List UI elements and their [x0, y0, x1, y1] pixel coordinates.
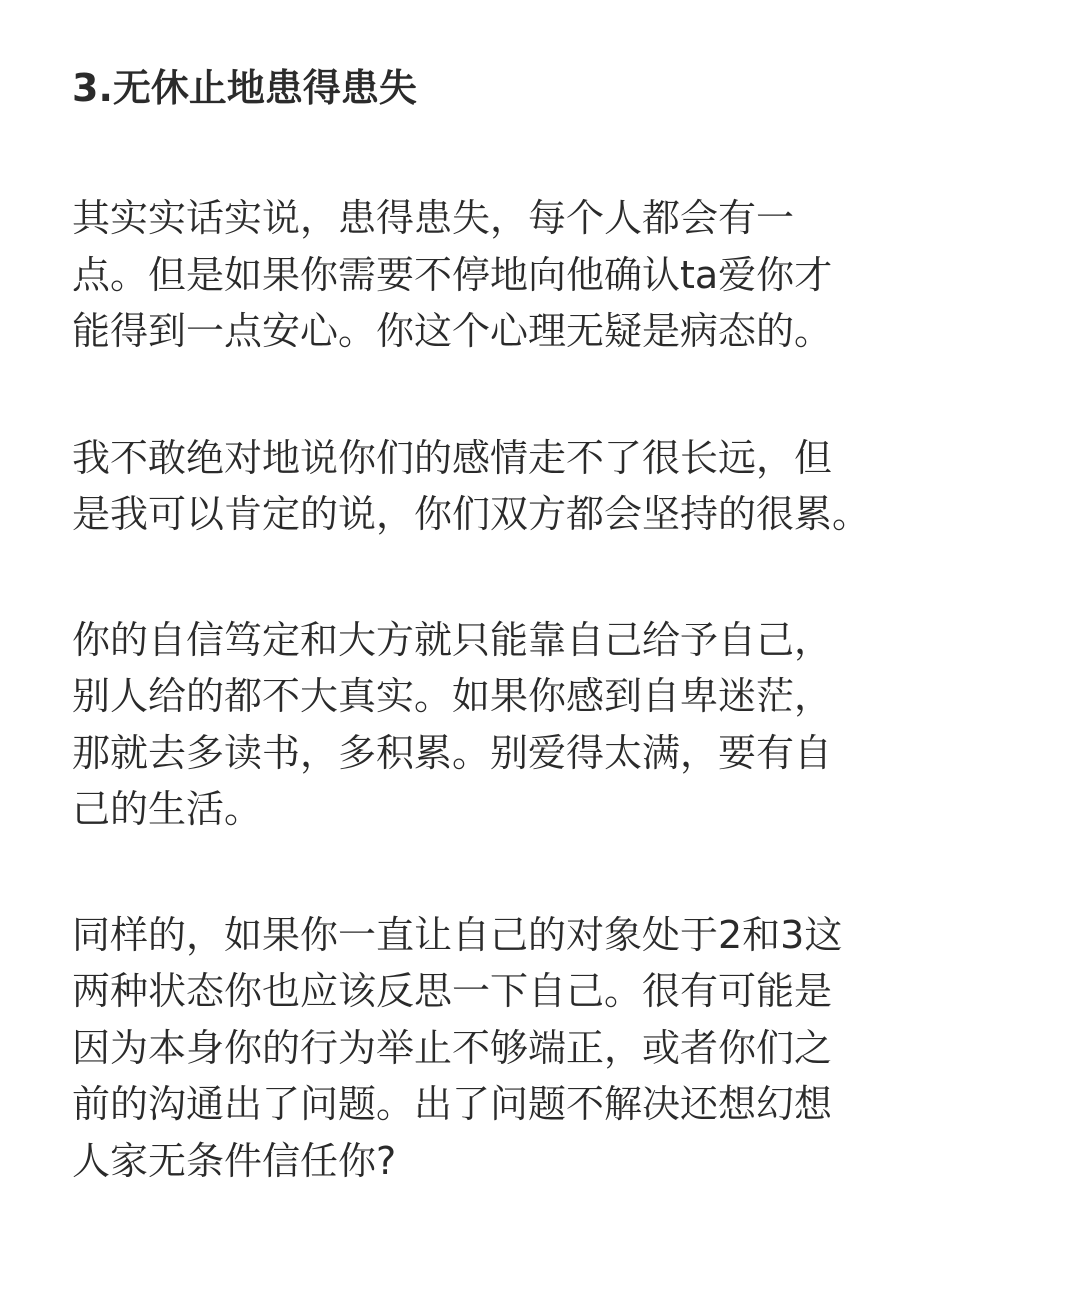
paragraph-line: 因为本身你的行为举止不够端正，或者你们之	[72, 1025, 833, 1070]
paragraph-line: 你的自信笃定和大方就只能靠自己给予自己，	[72, 617, 833, 662]
paragraph-line: 同样的，如果你一直让自己的对象处于2和3这	[72, 912, 843, 957]
paragraph-line: 点。但是如果你需要不停地向他确认ta爱你才	[72, 252, 833, 297]
paragraph-line: 己的生活。	[72, 787, 263, 831]
paragraph-line: 人家无条件信任你?	[72, 1138, 397, 1183]
paragraph-4	[72, 907, 1017, 1190]
paragraph-line: 前的沟通出了问题。出了问题不解决还想幻想	[72, 1082, 833, 1126]
paragraph-line: 两种状态你也应该反思一下自己。很有可能是	[72, 969, 833, 1013]
section-heading: 3.无休止地患得患失	[72, 66, 417, 110]
paragraph-line: 那就去多读书，多积累。别爱得太满，要有自	[72, 730, 833, 775]
paragraph-1	[72, 190, 1017, 360]
paragraph-line: 别人给的都不大真实。如果你感到自卑迷茫，	[72, 674, 833, 718]
paragraph-line: 我不敢绝对地说你们的感情走不了很长远，但	[72, 435, 833, 480]
paragraph-line: 是我可以肯定的说，你们双方都会坚持的很累。	[72, 492, 871, 536]
paragraph-2	[72, 430, 1017, 543]
paragraph-line: 能得到一点安心。你这个心理无疑是病态的。	[72, 309, 833, 353]
article-body	[72, 60, 1017, 1189]
paragraph-3	[72, 612, 1017, 838]
paragraph-line: 其实实话实说，患得患失，每个人都会有一	[72, 196, 795, 240]
